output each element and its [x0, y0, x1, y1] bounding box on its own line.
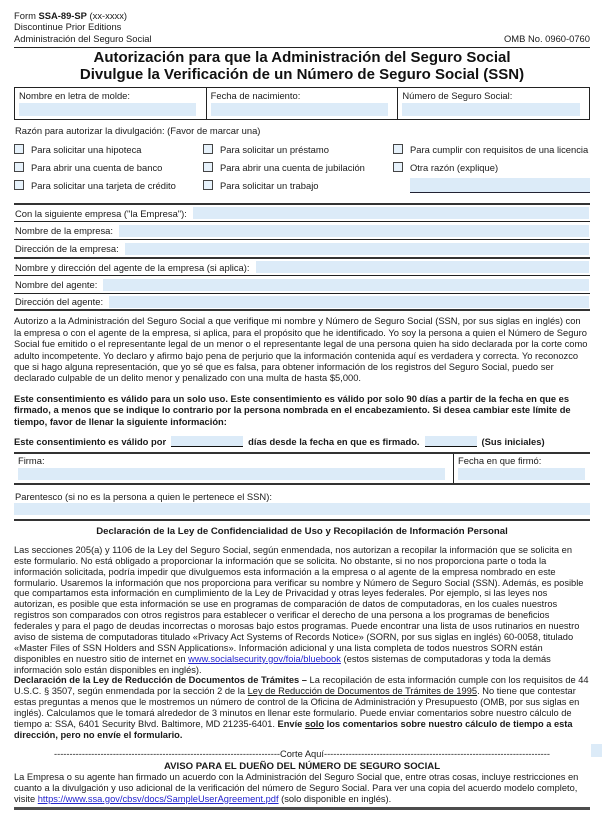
paperwork-bold-2: los comentarios sobre nuestro cálculo de tiempo a esta dirección, pero no envíe el formulario.	[14, 718, 573, 740]
consent-paragraph: Este consentimiento es válido para un solo uso. Este consentimiento es válido por solo 90 días a partir de la fecha en que es firmado, a menos que se indique lo contrario por la persona nombrada en el encabezamiento. Si desea cambiar este límite de tiempo, favor de llenar la siguiente información:	[14, 393, 571, 427]
reason-retirement-account-label: Para abrir una cuenta de jubilación	[220, 161, 365, 173]
company-address-input[interactable]	[125, 243, 589, 255]
checkbox-icon[interactable]	[393, 162, 403, 172]
form-prefix: Form	[14, 10, 39, 21]
relationship-section	[14, 489, 590, 521]
cut-here-line	[14, 749, 590, 759]
agent-name-address-label: Nombre y dirección del agente de la empresa (si aplica):	[15, 261, 250, 273]
company-name-input[interactable]	[119, 225, 589, 237]
company-address-label: Dirección de la empresa:	[15, 243, 119, 255]
form-number-line	[14, 10, 152, 21]
checkbox-icon[interactable]	[14, 162, 24, 172]
checkbox-icon[interactable]	[14, 180, 24, 190]
reason-mortgage-label: Para solicitar una hipoteca	[31, 143, 142, 155]
other-reason-input[interactable]	[410, 178, 590, 193]
reason-job-label: Para solicitar un trabajo	[220, 179, 319, 191]
paperwork-reduction-paragraph	[14, 675, 590, 740]
company-name-label: Nombre de la empresa:	[15, 225, 113, 237]
dob-cell	[207, 88, 399, 119]
name-label: Nombre en letra de molde:	[19, 90, 130, 102]
consent-line-text1: Este consentimiento es válido por	[14, 435, 167, 447]
paperwork-bold-1: Envíe	[277, 718, 305, 729]
signature-input[interactable]	[18, 468, 445, 480]
agency-line: Administración del Seguro Social	[14, 32, 152, 44]
reason-bank-account[interactable]	[14, 158, 203, 176]
privacy-text-1: Las secciones 205(a) y 1106 de la Ley del Seguro Social, según enmendada, nos autorizan a recopilar la información que se solicita en este formulario. No está obligado a proporcionar la información que se solicita. No obstante, si no nos proporciona parte o toda la información solicitada, podría impedir que divulguemos esta información a la empresa o al agente de la empresa nombrado en este formulario. Usaremos la información que nos proporciona para verificar su nombre y Número de Seguro Social (SSN). Además, es posible que compartamos esta información en cumplimiento de la Ley de Privacidad y otras leyes federales. Por ejemplo, si las leyes nos autorizan, es posible que esta información se use en programas de comparación de datos de computadoras, en los cuales nuestros registros son comparados con otros registros para establecer o verificar el derecho de una persona a los programas de beneficios federales y para el pago de deudas incorrectas o morosas bajo estos programas. Puede encontrar una lista de usos rutinarios en nuestro aviso de sistema de computadoras titulado «Privacy Act Systems of Records Notice» (SORN, por sus siglas en inglés) 60-0058, titulado «Master Files of SSN Holders and SSN Applications». Información adicional y una lista completa de todos nuestros SORN están disponibles en nuestro sitio de internet en	[14, 544, 584, 664]
cut-dashes-left: -------------------------------------------------------------------------	[54, 748, 281, 759]
discontinue-line: Discontinue Prior Editions	[14, 21, 122, 33]
privacy-text-2: (estos sistemas de computadoras y toda la demás información solo están disponibles en inglés).	[14, 653, 551, 675]
bluebook-link[interactable]: www.socialsecurity.gov/foia/bluebook	[188, 653, 341, 664]
cut-here-label: Corte Aquí	[280, 748, 324, 759]
company-row	[14, 239, 590, 257]
paperwork-text-2: . No tiene que contestar estas preguntas a menos que le mostremos un número de control de la Oficina de Administración y Presupuesto (OMB, por sus siglas en inglés). Calculamos que le tomará alrededor de 3 minutos en llenar este formulario. Puede enviar comentarios sobre nuestro cálculo de tiempo a: SSA, 6401 Security Blvd. Baltimore, MD 21235-6401.	[14, 686, 580, 729]
relationship-input[interactable]	[14, 503, 590, 515]
reason-column-3	[393, 140, 590, 194]
with-company-input[interactable]	[193, 207, 589, 219]
date-signed-input[interactable]	[458, 468, 585, 480]
reason-loan[interactable]	[203, 140, 393, 158]
identity-fields-table	[14, 87, 590, 120]
company-row	[14, 293, 590, 311]
checkbox-icon[interactable]	[203, 144, 213, 154]
ssn-owner-notice-paragraph	[14, 772, 590, 805]
form-number: SSA-89-SP	[38, 10, 87, 21]
ssn-cell	[398, 88, 589, 119]
section-divider	[14, 519, 590, 521]
company-row	[14, 257, 590, 275]
paperwork-bold-underline: solo	[304, 718, 325, 729]
sample-user-agreement-link[interactable]: https://www.ssa.gov/cbsv/docs/SampleUserAgreement.pdf	[37, 793, 279, 804]
reason-credit-card[interactable]	[14, 176, 203, 194]
date-signed-cell	[454, 454, 590, 483]
form-revision: (xx-xxxx)	[86, 10, 128, 21]
company-row	[14, 275, 590, 293]
ssn-owner-notice-heading: AVISO PARA EL DUEÑO DEL NÚMERO DE SEGURO SOCIAL	[163, 760, 441, 772]
agent-name-input[interactable]	[103, 279, 589, 291]
checkbox-icon[interactable]	[203, 180, 213, 190]
ssn-input[interactable]	[402, 103, 579, 116]
dob-input[interactable]	[211, 103, 388, 116]
paperwork-text-1: La recopilación de esta información cumple con los requisitos de 44 U.S.C. § 3507, según enmendada por la sección 2 de la	[14, 675, 589, 697]
ssn-label: Número de Seguro Social:	[402, 90, 513, 102]
reason-bank-account-label: Para abrir una cuenta de banco	[31, 161, 163, 173]
privacy-act-paragraph	[14, 545, 590, 676]
reason-license[interactable]	[393, 140, 590, 158]
consent-days-input[interactable]	[171, 436, 243, 447]
consent-duration-line	[14, 436, 590, 447]
form-title-line1: Autorización para que la Administración del Seguro Social	[93, 48, 511, 66]
form-title-line2: Divulgue la Verificación de un Número de Seguro Social (SSN)	[79, 65, 525, 83]
reason-section-label: Razón para autorizar la divulgación: (Favor de marcar una)	[15, 125, 261, 137]
reason-credit-card-label: Para solicitar una tarjeta de crédito	[31, 179, 176, 191]
agent-name-label: Nombre del agente:	[15, 279, 98, 291]
notice-text-2: (solo disponible en inglés).	[278, 793, 392, 804]
reason-other[interactable]	[393, 158, 590, 176]
notice-text-1: La Empresa o su agente han firmado un acuerdo con la Administración del Seguro Social que, entre otras cosas, incluye restricciones en cuanto a la divulgación y uso adicional de la verificación del número de Seguro Social. Para ver una copia del acuerdo modelo completo, visite	[14, 771, 579, 804]
name-cell	[15, 88, 207, 119]
reason-other-label: Otra razón (explique)	[410, 161, 499, 173]
relationship-label: Parentesco (si no es la persona a quien le pertenece el SSN):	[15, 490, 272, 502]
company-row	[14, 221, 590, 239]
reason-loan-label: Para solicitar un préstamo	[220, 143, 329, 155]
reason-license-label: Para cumplir con requisitos de una licencia	[410, 143, 589, 155]
with-company-label: Con la siguiente empresa ("la Empresa"):	[15, 207, 187, 219]
reason-mortgage[interactable]	[14, 140, 203, 158]
checkbox-icon[interactable]	[203, 162, 213, 172]
reason-checkbox-grid	[14, 140, 590, 194]
checkbox-icon[interactable]	[14, 144, 24, 154]
signature-label: Firma:	[18, 454, 45, 466]
paperwork-act-reference: Ley de Reducción de Documentos de Trámites de 1995	[247, 686, 478, 697]
omb-number: OMB No. 0960-0760	[504, 32, 590, 44]
checkbox-icon[interactable]	[393, 144, 403, 154]
authorization-paragraph: Autorizo a la Administración del Seguro Social a que verifique mi nombre y Número de Seguro Social (SSN, por sus siglas en inglés) con la empresa o con el agente de la empresa, si aplica, para el propósito que he identificado. Yo soy la persona a quien el Número de Seguro Social fue emitido o el representante legal de un menor o el representante legal de una persona quien ha sido declarada por la corte como adulto incompetente. Yo declaro y afirmo bajo pena de perjurio que la información contenida aquí es verdadera y correcta. Yo reconozco que si hago alguna representación, que yo sé que es falsa, para obtener información de los registros del Seguro Social, puedo ser declarado culpable de un delito menor y penalizado con una multa de hasta $5,000.	[14, 316, 588, 384]
reason-column-1	[14, 140, 203, 194]
header-divider	[14, 47, 590, 48]
date-signed-label: Fecha en que firmó:	[458, 454, 542, 466]
reason-retirement-account[interactable]	[203, 158, 393, 176]
name-input[interactable]	[19, 103, 196, 116]
initials-input[interactable]	[425, 436, 477, 447]
agent-address-label: Dirección del agente:	[15, 296, 104, 308]
paperwork-lead: Declaración de la Ley de Reducción de Documentos de Trámites –	[14, 675, 310, 686]
signature-cell	[14, 454, 454, 483]
bottom-rule	[14, 807, 590, 810]
reason-column-2	[203, 140, 393, 194]
consent-line-text2: días desde la fecha en que es firmado.	[248, 435, 420, 447]
form-id-block	[14, 10, 152, 44]
dob-label: Fecha de nacimiento:	[210, 90, 301, 102]
privacy-act-heading: Declaración de la Ley de Confidencialidad de Uso y Recopilación de Información Personal	[96, 525, 508, 537]
signature-table	[14, 452, 590, 485]
company-row	[14, 203, 590, 221]
page-edge-field-artifact	[591, 744, 602, 757]
reason-job[interactable]	[203, 176, 393, 194]
form-header	[14, 10, 590, 44]
agent-address-input[interactable]	[109, 296, 589, 308]
form-title	[14, 50, 590, 84]
consent-line-text3: (Sus iniciales)	[481, 435, 545, 447]
agent-name-address-input[interactable]	[256, 261, 590, 273]
company-section	[14, 203, 590, 311]
cut-dashes-right: -------------------------------------------------------------------------	[323, 748, 550, 759]
